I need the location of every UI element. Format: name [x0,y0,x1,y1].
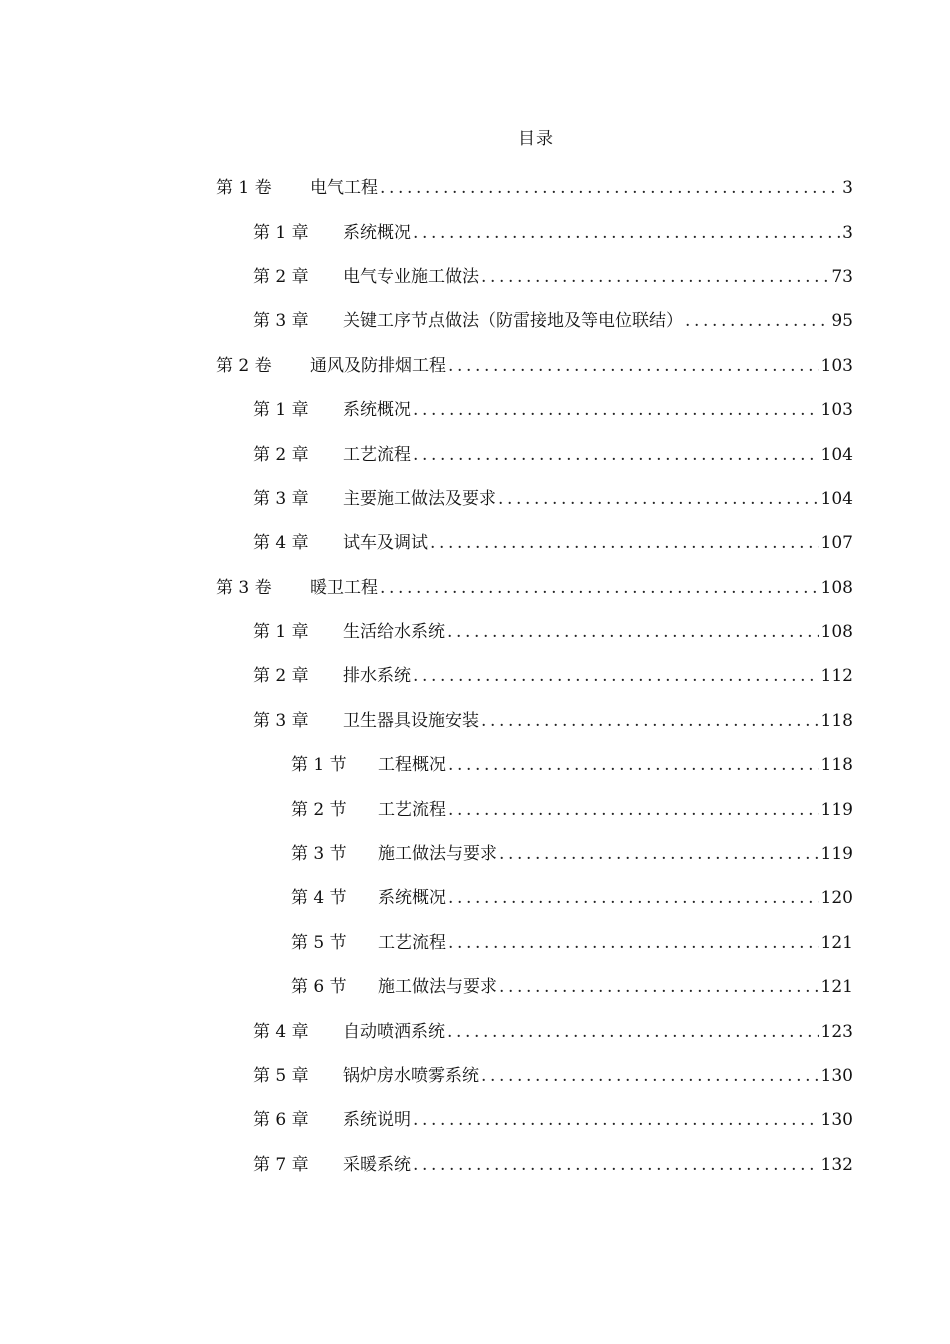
toc-entry-number: 第 2 节 [291,799,347,820]
toc-leader-dots [448,748,819,782]
toc-entry[interactable] [0,1098,853,1142]
toc-leader-dots [448,349,819,383]
toc-entry-title: 关键工序节点做法（防雷接地及等电位联结） [343,311,683,332]
toc-entry-page: 103 [820,400,853,421]
toc-entry-number: 第 3 卷 [216,577,272,598]
toc-entry[interactable] [0,432,853,476]
toc-entry-title: 系统概况 [343,222,411,243]
toc-entry-number: 第 2 卷 [216,355,272,376]
toc-entry[interactable] [0,832,853,876]
toc-entry-page: 73 [831,266,853,287]
toc-entry-number: 第 1 章 [253,400,309,421]
toc-entry-number: 第 4 章 [253,533,309,554]
toc-leader-dots [413,659,819,693]
toc-entry-number: 第 3 章 [253,488,309,509]
toc-entry-number: 第 4 节 [291,888,347,909]
toc-entry[interactable] [0,743,853,787]
toc-entry[interactable] [0,566,853,610]
toc-entry-number: 第 2 章 [253,266,309,287]
toc-entry-title: 施工做法与要求 [378,844,497,865]
toc-entry-title: 通风及防排烟工程 [310,355,446,376]
toc-entry-page: 120 [820,888,853,909]
toc-leader-dots [447,1015,819,1049]
toc-entry-page: 3 [842,178,853,199]
toc-leader-dots [448,926,819,960]
toc-leader-dots [413,1103,819,1137]
toc-entry[interactable] [0,255,853,299]
toc-entry-page: 95 [831,311,853,332]
toc-entry-number: 第 6 节 [291,977,347,998]
toc-entry-number: 第 5 章 [253,1066,309,1086]
toc-entry-title: 电气工程 [310,178,378,199]
toc-entry-number: 第 4 章 [253,1021,309,1042]
toc-entry-number: 第 1 卷 [216,178,272,199]
toc-entry[interactable] [0,388,853,432]
toc-entry[interactable] [0,610,853,654]
toc-entry[interactable] [0,787,853,831]
toc-leader-dots [413,216,840,250]
toc-entry-number: 第 3 章 [253,710,309,731]
toc-entry-page: 132 [820,1154,853,1175]
toc-entry-title: 系统说明 [343,1110,411,1131]
toc-entry-page: 3 [842,222,853,243]
toc-entry[interactable] [0,344,853,388]
toc-entry-title: 系统概况 [343,400,411,421]
toc-entry-title: 自动喷洒系统 [343,1021,445,1042]
toc-entry-title: 锅炉房水喷雾系统 [343,1066,479,1086]
toc-entry-page: 108 [820,577,853,598]
toc-entry-number: 第 5 节 [291,932,347,953]
toc-leader-dots [498,482,819,516]
toc-entry-number: 第 1 节 [291,755,347,776]
toc-entry-number: 第 1 章 [253,222,309,243]
toc-entry-page: 107 [820,533,853,554]
toc-entry-number: 第 3 节 [291,844,347,865]
toc-leader-dots [430,526,819,560]
toc-entry[interactable] [0,1054,853,1098]
toc-entry[interactable] [0,210,853,254]
toc-leader-dots [380,171,840,205]
toc-entry[interactable] [0,477,853,521]
toc-leader-dots [413,1148,819,1182]
toc-entry[interactable] [0,921,853,965]
toc-entry-page: 118 [820,755,853,776]
toc-entry-page: 118 [820,710,853,731]
toc-leader-dots [481,260,829,294]
toc-leader-dots [685,304,829,338]
toc-leader-dots [448,793,819,827]
toc-entry-title: 采暖系统 [343,1154,411,1175]
toc-entry-title: 系统概况 [378,888,446,909]
toc-leader-dots [413,393,819,427]
toc-leader-dots [447,615,819,649]
toc-entry-page: 123 [820,1021,853,1042]
toc-entry-title: 施工做法与要求 [378,977,497,998]
toc-entry[interactable] [0,521,853,565]
table-of-contents [0,166,950,1187]
toc-entry-page: 112 [820,666,853,687]
toc-entry[interactable] [0,876,853,920]
toc-entry-title: 主要施工做法及要求 [343,488,496,509]
toc-entry-title: 电气专业施工做法 [343,266,479,287]
toc-entry-number: 第 3 章 [253,311,309,332]
toc-entry-page: 121 [820,977,853,998]
toc-entry-page: 119 [820,799,853,820]
toc-entry[interactable] [0,699,853,743]
toc-entry[interactable] [0,654,853,698]
toc-leader-dots [499,837,819,871]
toc-entry-title: 试车及调试 [343,533,428,554]
toc-entry-title: 工艺流程 [378,932,446,953]
toc-entry-page: 119 [820,844,853,865]
toc-entry-number: 第 6 章 [253,1110,309,1131]
toc-title: 目录 [518,129,554,149]
toc-entry-page: 108 [820,622,853,643]
toc-entry-title: 工艺流程 [378,799,446,820]
toc-entry-title: 生活给水系统 [343,622,445,643]
toc-entry-number: 第 1 章 [253,622,309,643]
toc-leader-dots [499,970,819,1004]
toc-entry-title: 工艺流程 [343,444,411,465]
toc-entry-number: 第 2 章 [253,666,309,687]
toc-entry[interactable] [0,166,853,210]
toc-entry[interactable] [0,299,853,343]
toc-entry-page: 130 [820,1110,853,1131]
toc-entry-title: 排水系统 [343,666,411,687]
toc-entry[interactable] [0,1143,853,1187]
toc-leader-dots [448,881,819,915]
toc-entry-page: 121 [820,932,853,953]
toc-entry-page: 103 [820,355,853,376]
toc-entry-number: 第 2 章 [253,444,309,465]
toc-leader-dots [380,571,819,605]
toc-entry-page: 104 [820,444,853,465]
toc-entry-page: 130 [820,1066,853,1086]
toc-leader-dots [481,704,819,738]
toc-entry-page: 104 [820,488,853,509]
toc-entry[interactable] [0,1009,853,1053]
toc-entry-title: 暖卫工程 [310,577,378,598]
toc-entry[interactable] [0,965,853,1009]
toc-leader-dots [481,1059,819,1093]
toc-entry-title: 工程概况 [378,755,446,776]
toc-leader-dots [413,438,819,472]
toc-entry-number: 第 7 章 [253,1154,309,1175]
toc-entry-title: 卫生器具设施安装 [343,710,479,731]
